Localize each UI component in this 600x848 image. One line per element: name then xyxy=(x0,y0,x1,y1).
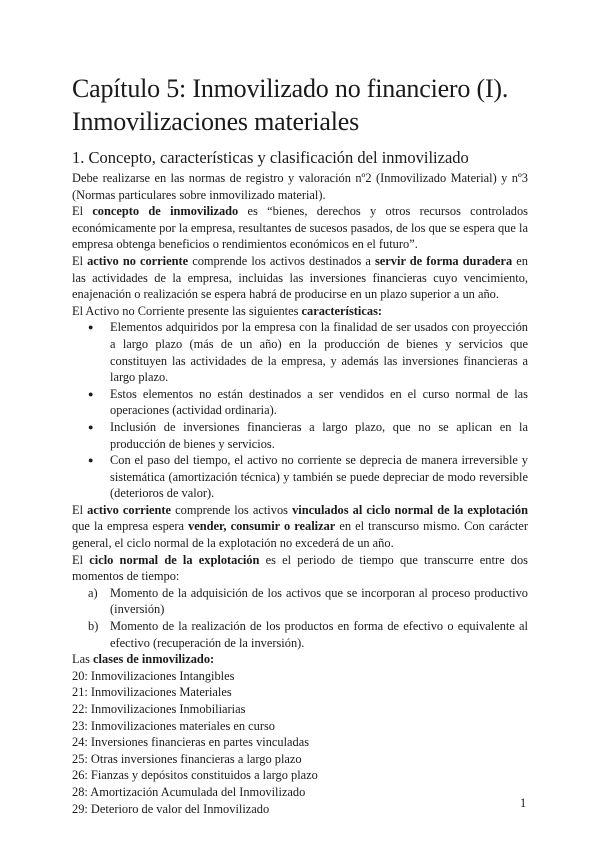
paragraph-characteristics-intro: El Activo no Corriente presente las siguientes características: xyxy=(72,303,383,318)
paragraph-concept: El concepto de inmovilizado es “bienes, derechos y otros recursos controlados económicamente por la empresa, resultantes de sucesos pasados, de los que se espera que la empresa obtenga beneficios o rendimientos económicos en el futuro”. xyxy=(72,204,528,252)
paragraph-classes-intro: Las clases de inmovilizado: xyxy=(72,652,215,667)
page-number: 1 xyxy=(520,796,527,810)
document-page xyxy=(72,72,528,817)
paragraph-non-current-asset: El activo no corriente comprende los activos destinados a servir de forma duradera en las actividades de la empresa, incluidas las inversiones financieras cuyo vencimiento, enajenación o realización se espera habrá de producirse en un plazo superior a un año. xyxy=(72,253,529,302)
account-item: 22: Inmovilizaciones Inmobiliarias xyxy=(72,702,246,716)
list-item: ● Inclusión de inversiones financieras a largo plazo, que no se aplican en la producción de bienes y servicios. xyxy=(110,419,528,452)
list-item: ● Con el paso del tiempo, el activo no corriente se deprecia de manera irreversible y sistemática (amortización técnica) y también se puede depreciar de modo reversible (deterioros de valor). xyxy=(110,452,528,502)
list-item: ● Estos elementos no están destinados a ser vendidos en el curso normal de las operaciones (actividad ordinaria). xyxy=(110,386,528,419)
account-item: 29: Deterioro de valor del Inmovilizado xyxy=(72,801,270,816)
list-item: a) Momento de la adquisición de los activos que se incorporan al proceso productivo (inversión) xyxy=(88,585,528,617)
accounts-list xyxy=(72,668,528,817)
paragraph-current-asset: El activo corriente comprende los activos vinculados al ciclo normal de la explotación que la empresa espera vender, consumir o realizar en el transcurso mismo. Con carácter general, el ciclo normal de la explotación no excederá de un año. xyxy=(72,502,529,551)
moments-list xyxy=(72,585,528,651)
account-item: 20: Inmovilizaciones Intangibles xyxy=(72,668,235,683)
account-item: 28: Amortización Acumulada del Inmovilizado xyxy=(72,784,306,799)
section-heading: 1. Concepto, características y clasificación del inmovilizado xyxy=(72,148,469,167)
chapter-title: Capítulo 5: Inmovilizado no financiero (I). Inmovilizaciones materiales xyxy=(72,74,509,136)
characteristics-list xyxy=(72,319,528,502)
paragraph-norms: Debe realizarse en las normas de registro y valoración nº2 (Inmovilizado Material) y nº3 (Normas particulares sobre inmovilizado material). xyxy=(72,171,528,202)
list-item: b) Momento de la realización de los productos en forma de efectivo o equivalente al efectivo (recuperación de la inversión). xyxy=(88,619,528,650)
account-item: 21: Inmovilizaciones Materiales xyxy=(72,685,232,700)
account-item: 24: Inversiones financieras en partes vinculadas xyxy=(72,735,310,750)
paragraph-operating-cycle: El ciclo normal de la explotación es el periodo de tiempo que transcurre entre dos momentos de tiempo: xyxy=(72,552,529,584)
account-item: 23: Inmovilizaciones materiales en curso xyxy=(72,718,275,733)
account-item: 26: Fianzas y depósitos constituidos a largo plazo xyxy=(72,768,318,783)
list-item: ● Elementos adquiridos por la empresa con la finalidad de ser usados con proyección a largo plazo (más de un año) en la producción de bienes y servicios que constituyen las actividades de la empresa, y además las inversiones financieras a largo plazo. xyxy=(110,319,528,385)
account-item: 25: Otras inversiones financieras a largo plazo xyxy=(72,751,302,766)
